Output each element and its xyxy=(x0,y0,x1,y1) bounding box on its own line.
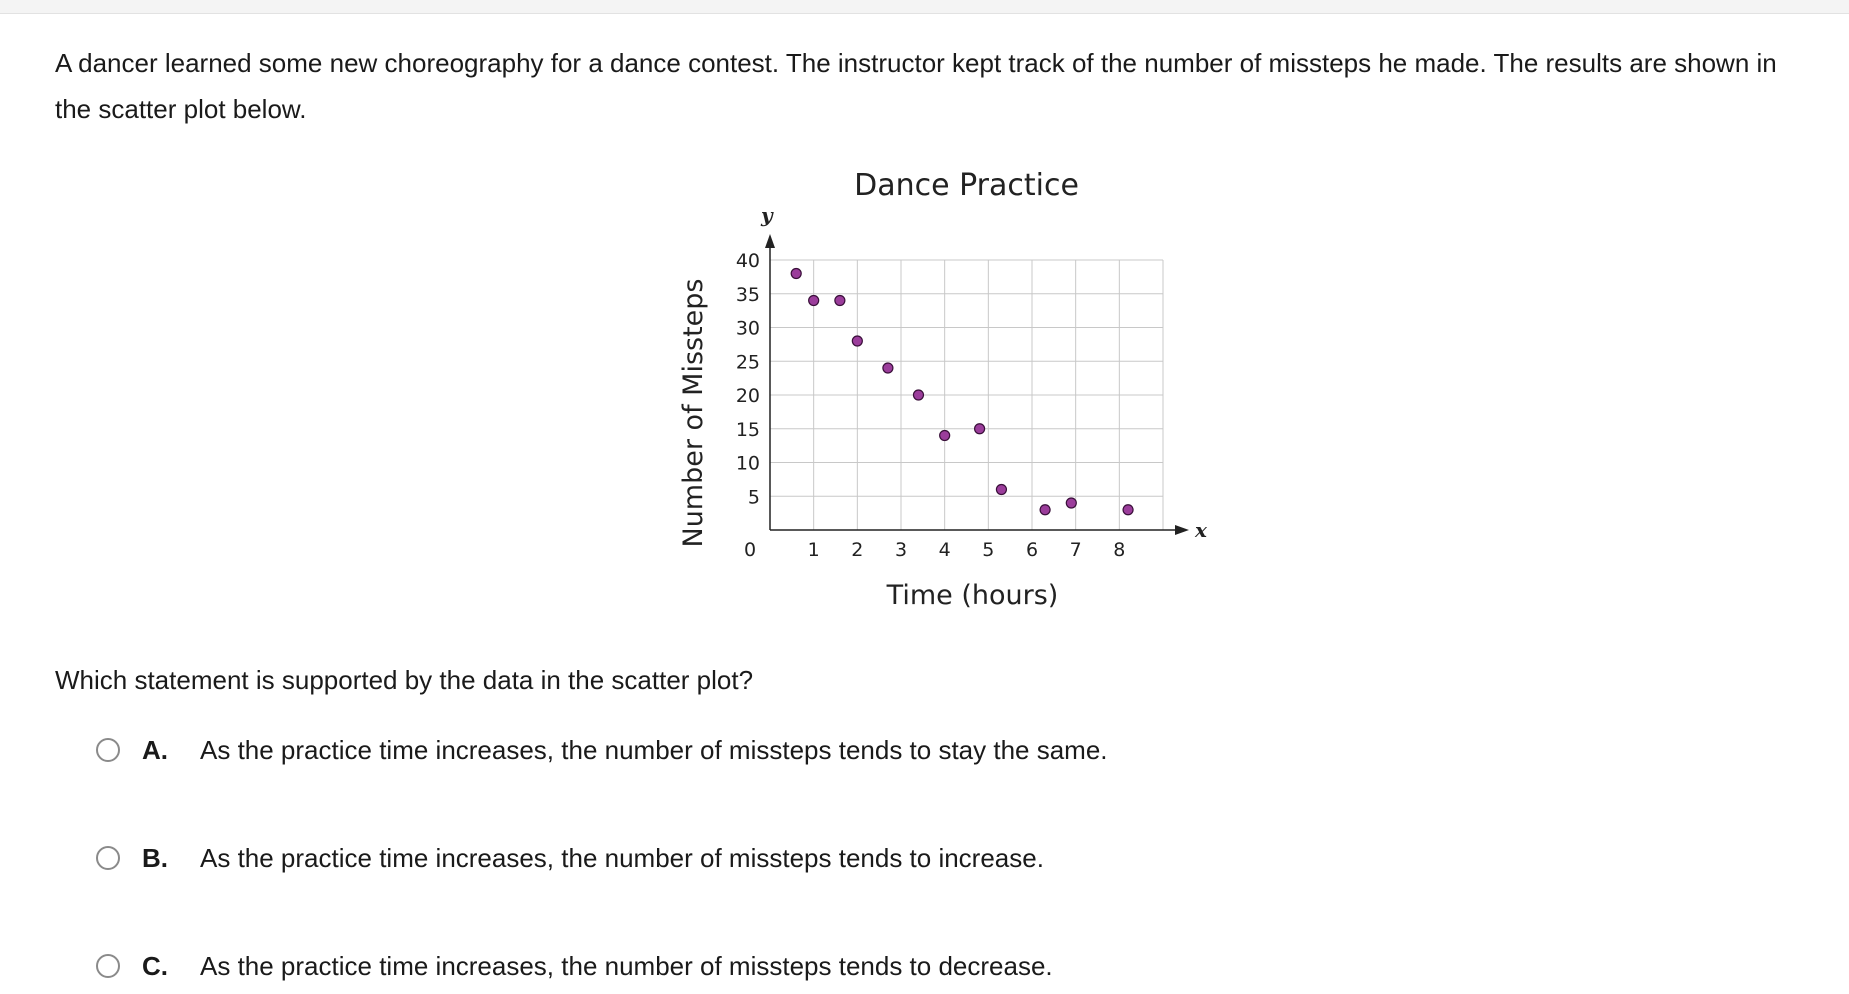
y-tick-label: 40 xyxy=(735,250,760,272)
y-tick-label: 10 xyxy=(735,452,760,475)
data-point xyxy=(913,390,923,400)
chart-title: Dance Practice xyxy=(854,168,1079,203)
data-point xyxy=(996,485,1006,495)
y-tick-label: 25 xyxy=(735,351,760,374)
y-tick-label: 15 xyxy=(735,418,760,441)
x-tick-label: 8 xyxy=(1113,539,1126,561)
choice-c-text: As the practice time increases, the number of missteps tends to decrease. xyxy=(200,950,1053,981)
x-axis-label: Time (hours) xyxy=(886,580,1059,611)
choice-b[interactable] xyxy=(96,838,1296,878)
y-tick-label: 5 xyxy=(747,486,760,509)
x-tick-label: 6 xyxy=(1025,539,1039,561)
radio-button-a[interactable] xyxy=(96,738,120,762)
y-axis-letter: y xyxy=(761,203,773,227)
data-point xyxy=(791,269,801,279)
data-point xyxy=(1123,505,1133,515)
data-point xyxy=(940,431,950,441)
x-tick-label: 5 xyxy=(982,539,995,561)
origin-label: 0 xyxy=(743,539,757,561)
choice-a-letter: A. xyxy=(142,734,168,765)
data-point xyxy=(1040,505,1050,515)
choice-b-letter: B. xyxy=(142,842,168,873)
y-tick-label: 20 xyxy=(735,385,760,407)
x-tick-label: 2 xyxy=(851,539,864,561)
question-stem: Which statement is supported by the data in the scatter plot? xyxy=(55,665,754,695)
choice-c[interactable] xyxy=(96,946,1296,986)
question-prompt: A dancer learned some new choreography for a dance contest. The instructor kept track of the number of missteps he made. The results are shown in the scatter plot below. xyxy=(55,48,1777,124)
choice-a[interactable] xyxy=(96,730,1296,770)
choice-c-letter: C. xyxy=(142,950,168,981)
data-point xyxy=(809,296,819,306)
data-point xyxy=(835,296,845,306)
x-axis-letter: x xyxy=(1195,518,1207,542)
top-bar xyxy=(0,0,1849,14)
choice-a-text: As the practice time increases, the number of missteps tends to stay the same. xyxy=(200,734,1108,765)
x-tick-label: 3 xyxy=(894,539,908,561)
data-point xyxy=(883,363,893,373)
y-axis-label: Number of Missteps xyxy=(678,278,709,548)
chart-svg xyxy=(660,150,1220,630)
x-axis-arrow-icon xyxy=(1175,525,1189,535)
choice-b-text: As the practice time increases, the number of missteps tends to increase. xyxy=(200,842,1044,873)
y-axis-arrow-icon xyxy=(765,234,775,248)
x-tick-label: 7 xyxy=(1069,539,1082,561)
radio-button-c[interactable] xyxy=(96,954,120,978)
x-tick-label: 1 xyxy=(807,539,820,561)
x-tick-label: 4 xyxy=(938,539,951,561)
data-point xyxy=(852,336,862,346)
scatter-plot xyxy=(660,150,1220,630)
data-point xyxy=(975,424,985,434)
data-point xyxy=(1066,498,1076,508)
y-tick-label: 30 xyxy=(735,317,760,340)
y-tick-label: 35 xyxy=(735,283,760,306)
radio-button-b[interactable] xyxy=(96,846,120,870)
